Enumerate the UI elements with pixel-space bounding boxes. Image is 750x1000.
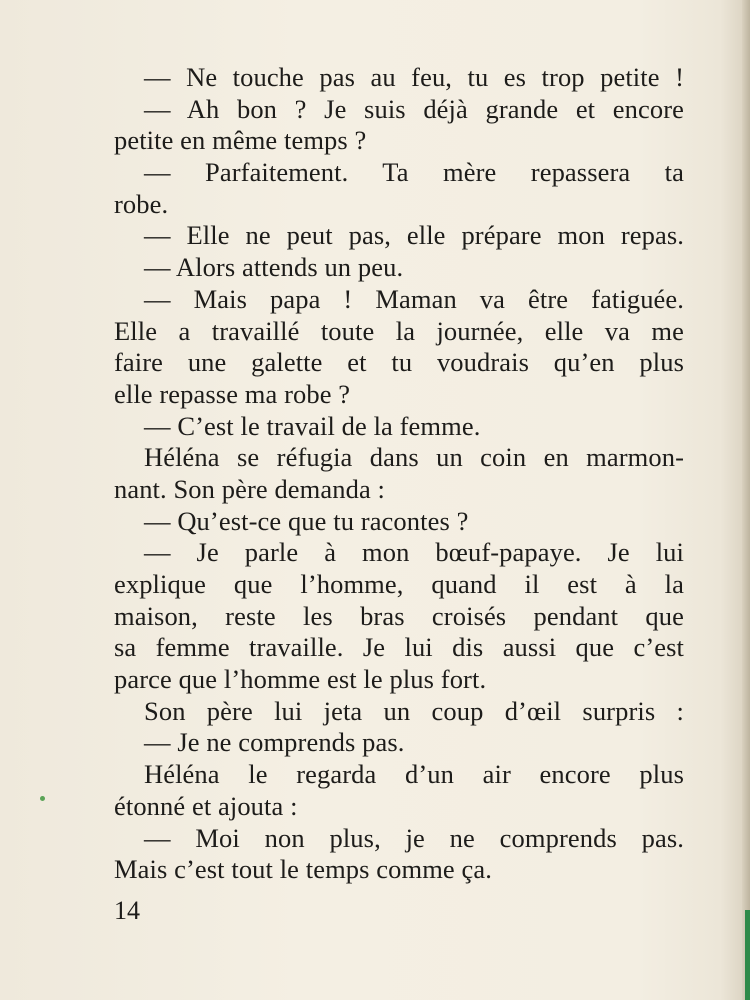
text-line: nant. Son père demanda :: [114, 473, 385, 504]
text-line: — Moi non plus, je ne comprends pas.: [144, 822, 684, 853]
text-line: Elle a travaillé toute la journée, elle va me: [114, 315, 684, 346]
text-line: maison, reste les bras croisés pendant que: [114, 600, 684, 631]
text-line: faire une galette et tu voudrais qu’en plus: [114, 347, 684, 378]
body-text: [114, 62, 684, 886]
text-line: parce que l’homme est le plus fort.: [114, 664, 487, 695]
page-edge: [742, 0, 750, 1000]
text-line: étonné et ajouta :: [114, 790, 298, 821]
paper-speck: [40, 796, 45, 801]
text-line: — Parfaitement. Ta mère repassera ta: [144, 157, 684, 188]
text-line: petite en même temps ?: [114, 125, 367, 156]
text-line: — Ne touche pas au feu, tu es trop petite !: [144, 62, 684, 92]
text-line: Son père lui jeta un coup d’œil surpris :: [144, 695, 684, 726]
text-line: robe.: [114, 188, 169, 219]
text-line: Mais c’est tout le temps comme ça.: [114, 854, 492, 885]
text-line: elle repasse ma robe ?: [114, 378, 351, 409]
page-number: 14: [114, 896, 140, 925]
text-line: — Ah bon ? Je suis déjà grande et encore: [144, 93, 684, 124]
text-line: Héléna se réfugia dans un coin en marmon-: [144, 442, 684, 473]
text-line: — C’est le travail de la femme.: [144, 410, 481, 441]
text-line: explique que l’homme, quand il est à la: [114, 569, 684, 599]
cover-edge: [745, 910, 750, 1000]
text-line: — Qu’est-ce que tu racontes ?: [144, 505, 469, 536]
text-line: — Elle ne peut pas, elle prépare mon repas.: [144, 220, 684, 251]
text-line: — Alors attends un peu.: [144, 252, 404, 283]
text-line: — Mais papa ! Maman va être fatiguée.: [144, 283, 684, 314]
text-line: — Je parle à mon bœuf-papaye. Je lui: [144, 537, 684, 568]
text-line: — Je ne comprends pas.: [144, 727, 405, 758]
text-line: Héléna le regarda d’un air encore plus: [144, 759, 684, 790]
text-line: sa femme travaille. Je lui dis aussi que c’est: [114, 632, 684, 663]
